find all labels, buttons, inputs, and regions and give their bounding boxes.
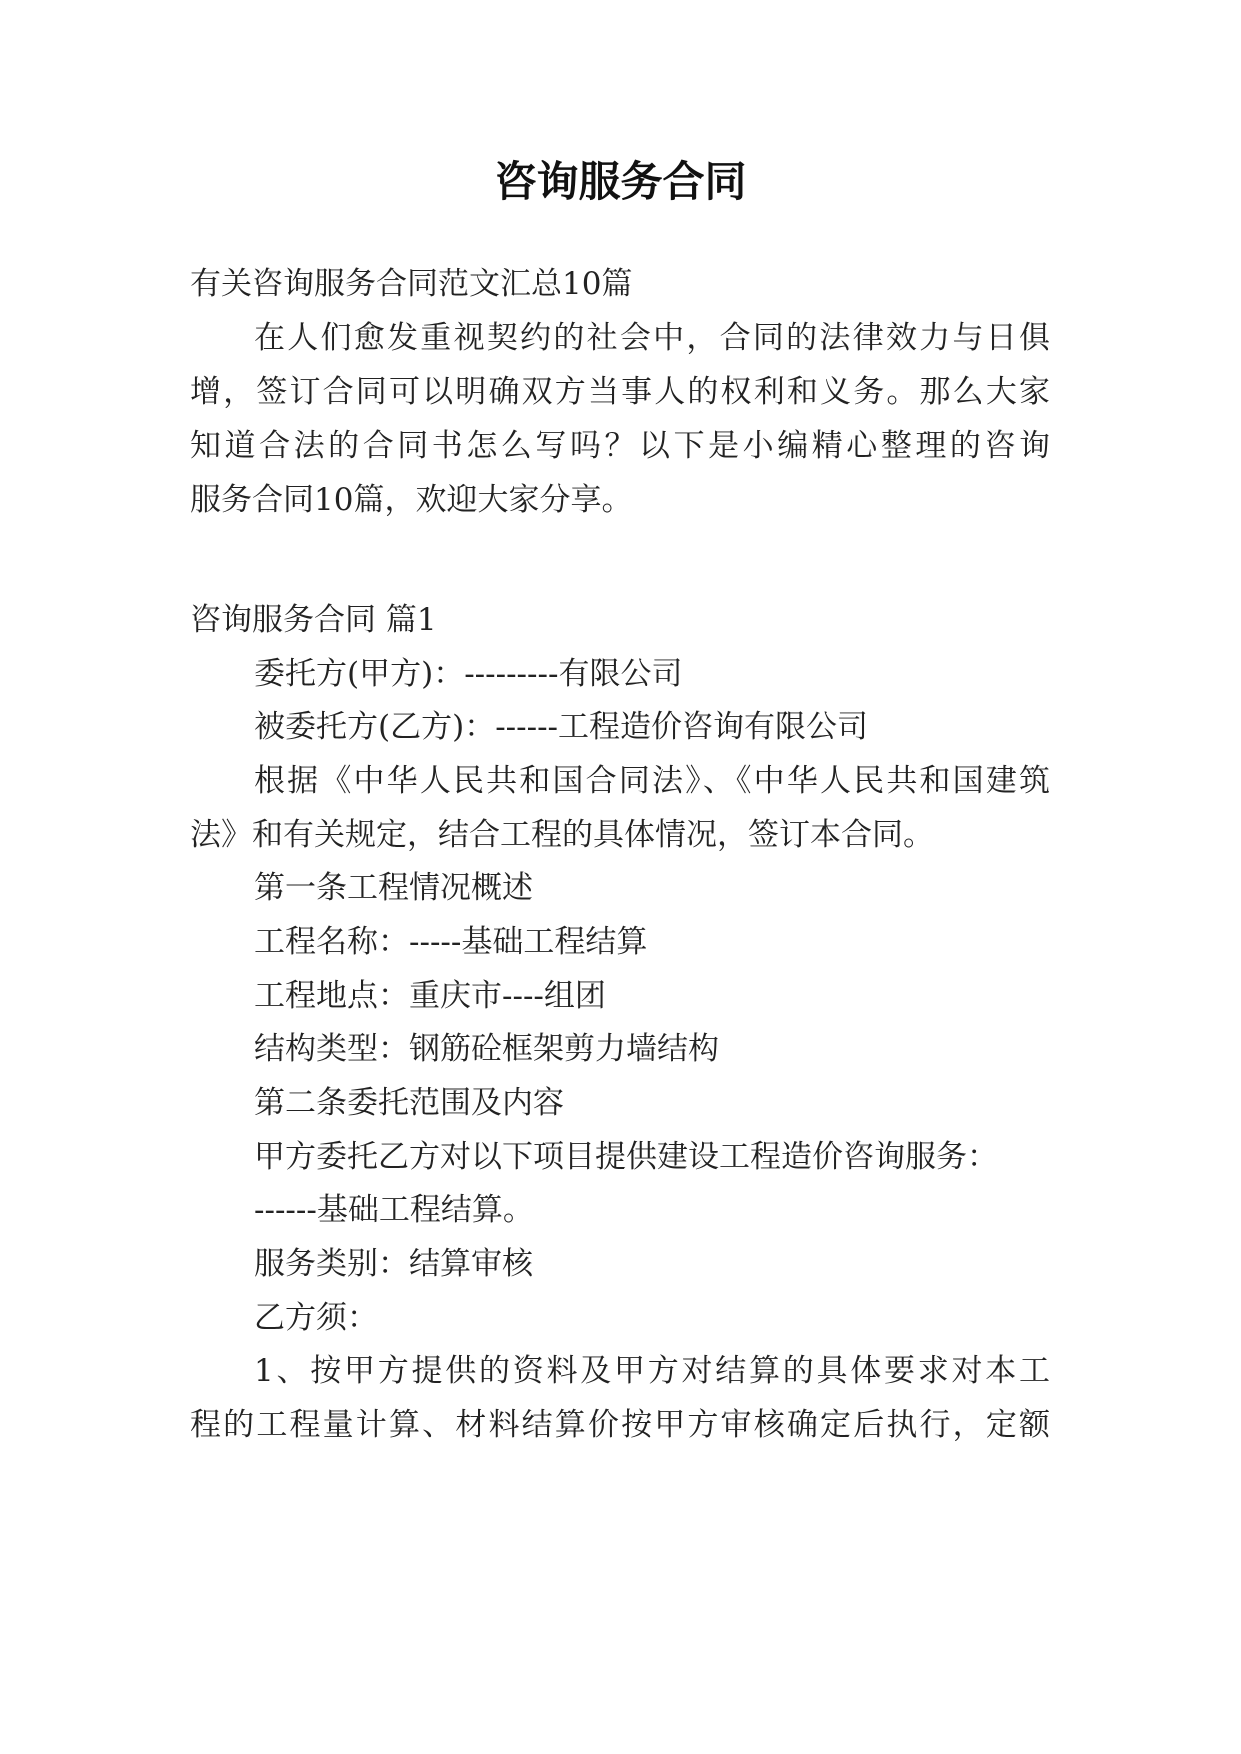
subtitle: 有关咨询服务合同范文汇总10篇 [190, 266, 633, 302]
intro-line-4: 服务合同10篇，欢迎大家分享。 [190, 482, 633, 518]
basis-line-1: 根据《中华人民共和国合同法》、《中华人民共和国建筑 [254, 763, 1050, 799]
scope-line-2: ------基础工程结算。 [254, 1192, 534, 1228]
project-name: 工程名称：-----基础工程结算 [254, 924, 648, 960]
article-1-heading: 第一条工程情况概述 [254, 870, 533, 906]
intro-line-3: 知道合法的合同书怎么写吗？以下是小编精心整理的咨询 [190, 428, 1050, 464]
party-b-obligations: 乙方须： [254, 1300, 378, 1336]
document-title: 咨询服务合同 [494, 157, 747, 206]
section-heading: 咨询服务合同 篇1 [190, 602, 437, 638]
structure-type: 结构类型：钢筋砼框架剪力墙结构 [254, 1031, 719, 1067]
clause-1-line-2: 程的工程量计算、材料结算价按甲方审核确定后执行，定额 [190, 1407, 1050, 1443]
clause-1-line-1: 1、按甲方提供的资料及甲方对结算的具体要求对本工 [254, 1353, 1050, 1389]
scope-line-1: 甲方委托乙方对以下项目提供建设工程造价咨询服务： [254, 1139, 998, 1175]
intro-line-2: 增，签订合同可以明确双方当事人的权利和义务。那么大家 [190, 374, 1050, 410]
intro-line-1: 在人们愈发重视契约的社会中，合同的法律效力与日俱 [254, 320, 1050, 356]
party-a: 委托方(甲方)：---------有限公司 [254, 656, 683, 692]
service-category: 服务类别：结算审核 [254, 1246, 533, 1282]
project-location: 工程地点：重庆市----组团 [254, 978, 606, 1014]
party-b: 被委托方(乙方)：------工程造价咨询有限公司 [254, 709, 869, 745]
article-2-heading: 第二条委托范围及内容 [254, 1085, 564, 1121]
basis-line-2: 法》和有关规定，结合工程的具体情况，签订本合同。 [190, 817, 934, 853]
